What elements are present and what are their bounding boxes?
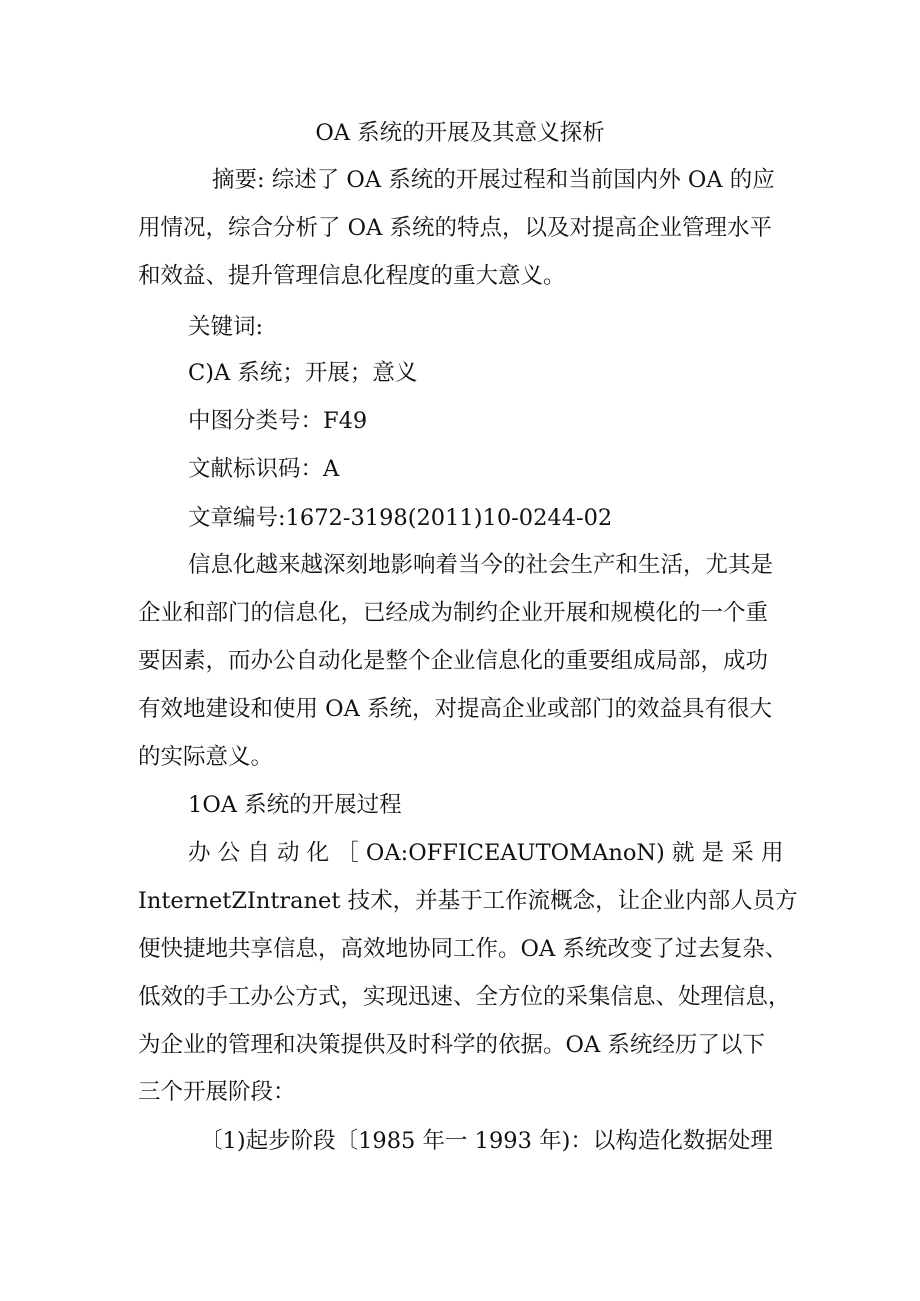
- section-line-1: 办 公 自 动 化 ［ OA:OFFICEAUTOMAnoN) 就 是 采 用: [188, 840, 784, 866]
- section-line-5: 为企业的管理和决策提供及时科学的依据。OA 系统经历了以下: [138, 1032, 765, 1058]
- document-code: 文献标识码：A: [188, 456, 340, 482]
- intro-line-1: 信息化越来越深刻地影响着当今的社会生产和生活，尤其是: [188, 552, 774, 578]
- section-line-4: 低效的手工办公方式，实现迅速、全方位的采集信息、处理信息，: [138, 984, 791, 1010]
- section-line-3: 便快捷地共享信息，高效地协同工作。OA 系统改变了过去复杂、: [138, 936, 788, 962]
- classification-number: 中图分类号：F49: [188, 408, 368, 434]
- abstract-line-2: 用情况，综合分析了 OA 系统的特点，以及对提高企业管理水平: [138, 215, 773, 241]
- section-line-6: 三个开展阶段：: [138, 1079, 296, 1105]
- abstract-line-3: 和效益、提升管理信息化程度的重大意义。: [138, 263, 566, 289]
- section-heading: 1OA 系统的开展过程: [188, 792, 402, 818]
- intro-line-5: 的实际意义。: [138, 744, 274, 770]
- stage-1-line: 〔1)起步阶段〔1985 年一 1993 年)：以构造化数据处理: [200, 1128, 773, 1154]
- intro-line-4: 有效地建设和使用 OA 系统，对提高企业或部门的效益具有很大: [138, 696, 773, 722]
- abstract-line-1: 摘要: 综述了 OA 系统的开展过程和当前国内外 OA 的应: [212, 167, 775, 193]
- intro-line-2: 企业和部门的信息化，已经成为制约企业开展和规模化的一个重: [138, 600, 769, 626]
- intro-line-3: 要因素，而办公自动化是整个企业信息化的重要组成局部，成功: [138, 648, 769, 674]
- document-title: OA 系统的开展及其意义探析: [315, 120, 605, 146]
- section-line-2: InternetZIntranet 技术，并基于工作流概念，让企业内部人员方: [138, 888, 798, 914]
- article-number: 文章编号:1672-3198(2011)10-0244-02: [188, 505, 613, 531]
- keywords: C)A 系统；开展；意义: [188, 360, 418, 386]
- keywords-label: 关键词:: [188, 314, 264, 340]
